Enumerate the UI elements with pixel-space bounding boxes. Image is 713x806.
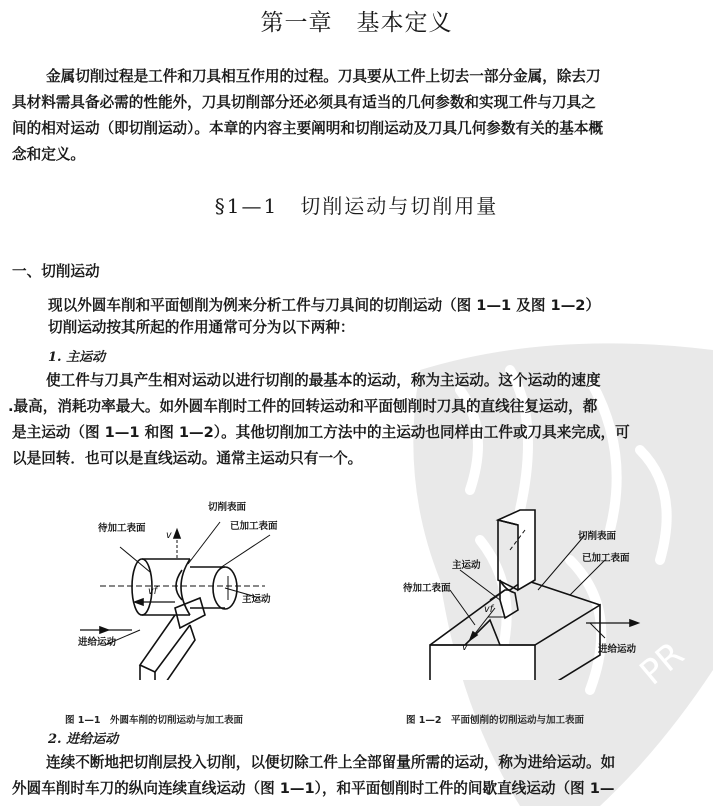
label-vf: vf (148, 586, 157, 597)
label-vf: vf (484, 604, 493, 615)
feed-motion-line: 外圆车削时车刀的纵向连续直线运动（图 1—1），和平面刨削时工件的间歇直线运动（图 1— (12, 780, 615, 797)
section-1-line: 现以外圆车削和平面刨削为例来分析工件与刀具间的切削运动（图 1—1 及图 1—2） (48, 297, 601, 314)
section-1-paragraph (48, 293, 708, 341)
label-main-motion: 主运动 (452, 560, 481, 571)
main-motion-line: 以是回转．也可以是直线运动。通常主运动只有一个。 (12, 450, 363, 467)
watermark-text: PR (632, 634, 692, 694)
label-machined-surface: 已加工表面 (582, 553, 630, 564)
section-title: §1—1 切削运动与切削用量 (214, 194, 499, 218)
subheading-feed-motion: 2. 进给运动 (48, 732, 119, 747)
label-v: v (462, 642, 468, 653)
label-main-motion: 主运动 (242, 594, 271, 605)
feed-motion-paragraph-cont (12, 776, 702, 802)
main-motion-line: 使工件与刀具产生相对运动以进行切削的最基本的运动，称为主运动。这个运动的速度 (46, 372, 601, 389)
feed-motion-line: 连续不断地把切削层投入切削，以便切除工件上全部留量所需的运动，称为进给运动。如 (46, 754, 616, 771)
label-cutting-surface: 切削表面 (578, 531, 617, 542)
label-v: v (166, 530, 172, 541)
intro-line: 具材料需具备必需的性能外，刀具切削部分还必须具有适当的几何参数和实现工件与刀具之 (12, 94, 596, 111)
figure-1-2 (400, 490, 700, 726)
figure-1-1-caption: 图 1—1 外圆车削的切削运动与加工表面 (65, 715, 244, 726)
main-motion-paragraph (12, 368, 702, 394)
label-cutting-surface: 切削表面 (208, 502, 247, 513)
figure-1-2-caption: 图 1—2 平面刨削的切削运动与加工表面 (406, 715, 585, 726)
label-feed-motion: 进给运动 (78, 637, 117, 648)
chapter-title: 第一章 基本定义 (260, 10, 453, 36)
label-machined-surface: 已加工表面 (230, 521, 278, 532)
main-motion-paragraph-cont (8, 394, 698, 472)
intro-line: 念和定义。 (12, 146, 85, 163)
intro-line: 金属切削过程是工件和刀具相互作用的过程。刀具要从工件上切去一部分金属，除去刀 (46, 68, 601, 85)
main-motion-line: 是主运动（图 1—1 和图 1—2）。其他切削加工方法中的主运动也同样由工件或刀具来完成，可 (12, 424, 630, 441)
main-motion-line: .最高，消耗功率最大。如外圆车削时工件的回转运动和平面刨削时刀具的直线往复运动，都 (8, 398, 598, 415)
section-1-line: 切削运动按其所起的作用通常可分为以下两种： (48, 319, 355, 336)
intro-paragraph-cont (12, 90, 702, 168)
label-feed-motion: 进给运动 (598, 644, 637, 655)
intro-line: 间的相对运动（即切削运动）。本章的内容主要阐明和切削运动及刀具几何参数有关的基本概 (12, 120, 604, 137)
figure-1-1-drawing (60, 490, 360, 680)
label-surface-to-machine: 待加工表面 (98, 523, 146, 534)
subheading-main-motion: 1. 主运动 (48, 350, 106, 365)
label-surface-to-machine: 待加工表面 (403, 583, 451, 594)
figure-1-1 (60, 490, 360, 726)
intro-paragraph (12, 64, 702, 90)
feed-motion-paragraph (12, 750, 702, 776)
heading-cutting-motion: 一、切削运动 (12, 263, 100, 280)
